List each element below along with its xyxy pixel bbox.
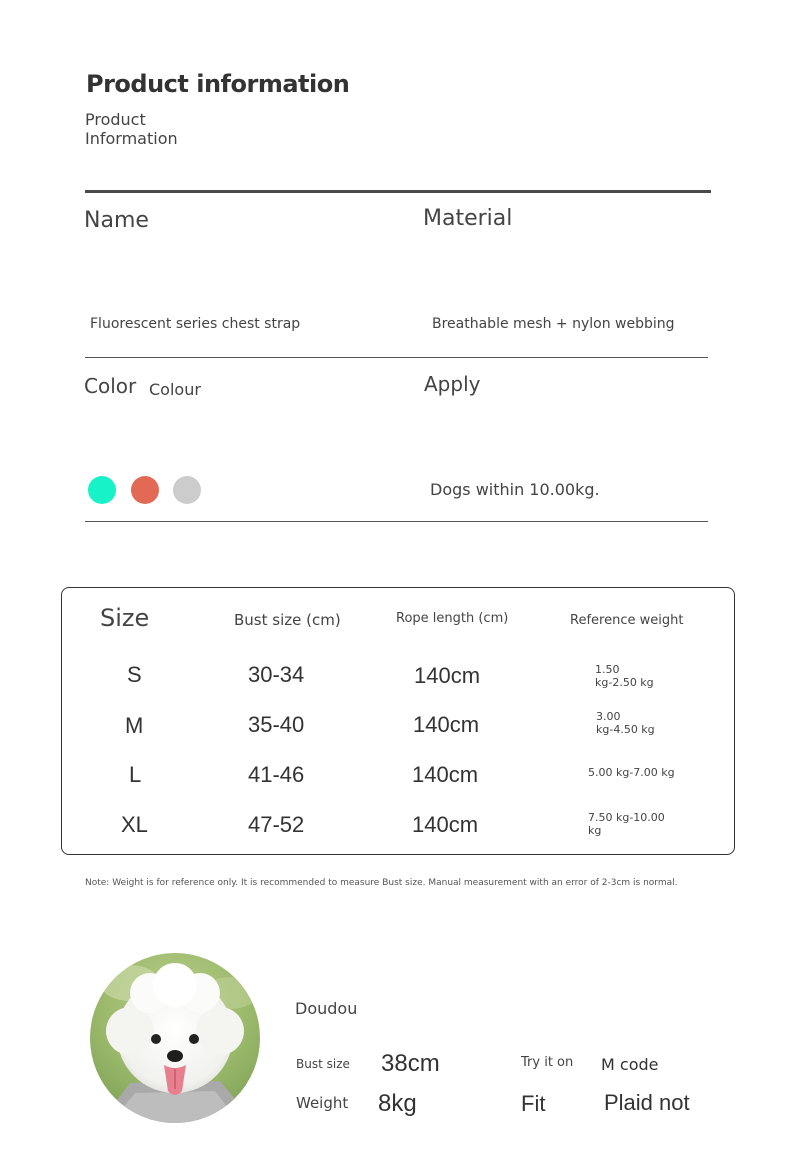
measurement-note: Note: Weight is for reference only. It is recommended to measure Bust size. Manual measurement with an error of 2-3cm is normal. bbox=[85, 878, 678, 888]
table-row-weight bbox=[588, 811, 665, 837]
table-row-rope: 140cm bbox=[414, 663, 481, 688]
color-swatch-teal[interactable] bbox=[88, 476, 116, 504]
fit-value: Plaid not bbox=[604, 1090, 690, 1115]
apply-value: Dogs within 10.00kg. bbox=[430, 480, 600, 499]
row-divider-1 bbox=[85, 357, 708, 358]
table-row-bust: 41-46 bbox=[248, 762, 305, 787]
page-title: Product information bbox=[86, 70, 350, 98]
table-row-size: L bbox=[129, 762, 142, 787]
color-sub-label: Colour bbox=[149, 380, 201, 399]
table-row-bust: 35-40 bbox=[248, 712, 305, 737]
size-header: Size bbox=[100, 604, 150, 632]
weight-label: Weight bbox=[296, 1094, 349, 1112]
table-row-size: XL bbox=[121, 812, 148, 837]
weight-line-1: 3.00 bbox=[596, 710, 621, 723]
try-on-label: Try it on bbox=[521, 1055, 574, 1070]
apply-label: Apply bbox=[424, 372, 481, 396]
table-row-rope: 140cm bbox=[413, 712, 480, 737]
table-row-bust: 47-52 bbox=[248, 812, 305, 837]
table-row-size: M bbox=[125, 713, 144, 738]
table-row-weight bbox=[596, 710, 655, 736]
bust-size-value: 38cm bbox=[381, 1050, 440, 1077]
color-label: Color bbox=[84, 374, 137, 398]
table-row-size: S bbox=[127, 662, 142, 687]
row-divider-2 bbox=[85, 521, 708, 522]
page-subtitle bbox=[85, 110, 225, 148]
name-label: Name bbox=[84, 208, 149, 233]
weight-line-1: 7.50 kg-10.00 bbox=[588, 811, 665, 824]
poodle-photo-icon bbox=[90, 953, 260, 1123]
table-row-weight bbox=[595, 663, 654, 689]
material-label: Material bbox=[423, 206, 513, 231]
table-row-bust: 30-34 bbox=[248, 662, 305, 687]
weight-line-2: kg-4.50 kg bbox=[596, 723, 655, 736]
dog-photo bbox=[90, 953, 260, 1123]
weight-value: 8kg bbox=[378, 1090, 417, 1117]
subtitle-line-1: Product bbox=[85, 110, 146, 129]
table-row-rope: 140cm bbox=[412, 812, 479, 837]
table-row-weight: 5.00 kg-7.00 kg bbox=[588, 766, 675, 779]
color-swatch-coral[interactable] bbox=[131, 476, 159, 504]
weight-line-1: 1.50 bbox=[595, 663, 620, 676]
rope-header: Rope length (cm) bbox=[396, 611, 509, 626]
bust-header: Bust size (cm) bbox=[234, 611, 341, 629]
name-value: Fluorescent series chest strap bbox=[90, 316, 301, 332]
try-on-value: M code bbox=[601, 1055, 659, 1074]
header-divider bbox=[85, 190, 711, 193]
weight-line-2: kg-2.50 kg bbox=[595, 676, 654, 689]
material-value: Breathable mesh + nylon webbing bbox=[432, 316, 675, 332]
weight-line-2: kg bbox=[588, 824, 602, 837]
fit-label: Fit bbox=[521, 1091, 546, 1116]
subtitle-line-2: Information bbox=[85, 129, 178, 148]
weight-header: Reference weight bbox=[570, 613, 684, 628]
table-row-rope: 140cm bbox=[412, 762, 479, 787]
bust-size-label: Bust size bbox=[296, 1057, 350, 1071]
dog-name: Doudou bbox=[295, 999, 358, 1018]
color-swatch-gray[interactable] bbox=[173, 476, 201, 504]
